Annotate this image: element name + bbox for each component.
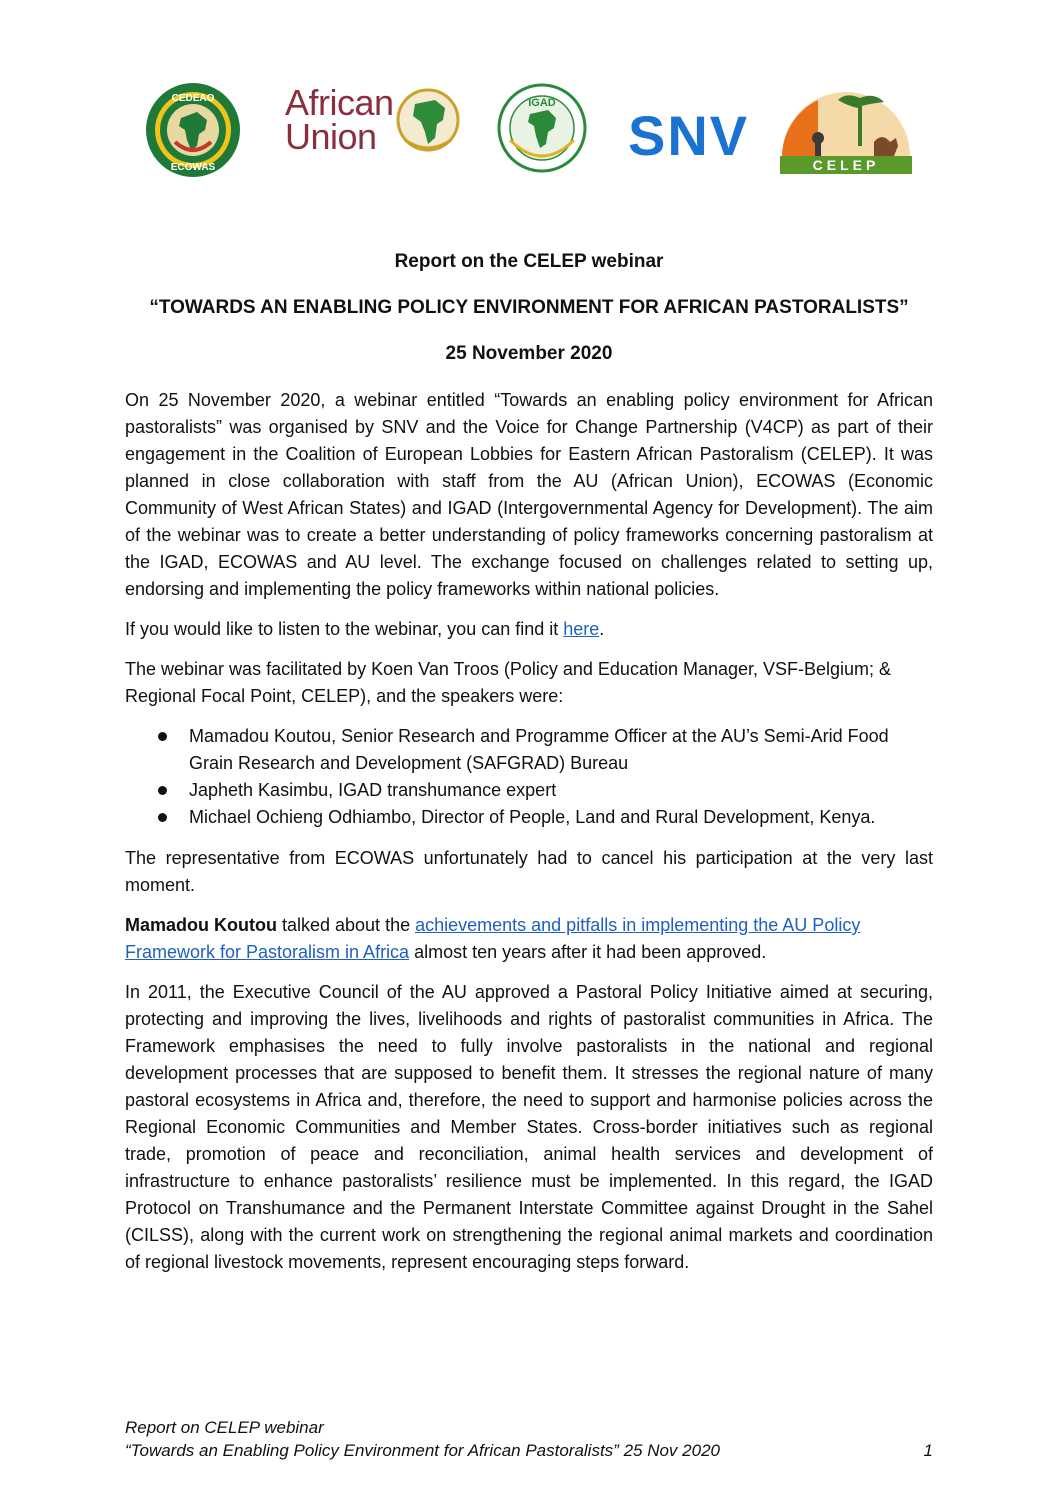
intro-paragraph: On 25 November 2020, a webinar entitled “Towards an enabling policy environment for African pastoralists” was organised by SNV and the Voice for Change Partnership (V4CP) as part of their engagement in the Coalition of European Lobbies for Eastern African Pastoralism (CELEP). It was planned in close collaboration with staff from the AU (African Union), ECOWAS (Economic Community of West African States) and IGAD (Intergovernmental Agency for Development). The aim of the webinar was to create a better understanding of policy frameworks concerning pastoralism at the IGAD, ECOWAS and AU level. The exchange focused on challenges related to setting up, endorsing and implementing the policy frameworks within national policies. <box>125 390 933 599</box>
list-item: Japheth Kasimbu, IGAD transhumance expert <box>125 777 933 804</box>
webinar-recording-link[interactable]: here <box>563 619 600 639</box>
footer-line-2: “Towards an Enabling Policy Environment for African Pastoralists” 25 Nov 2020 <box>125 1441 720 1460</box>
svg-text:CELEP: CELEP <box>812 157 880 173</box>
facilitator-paragraph: The webinar was facilitated by Koen Van Troos (Policy and Education Manager, VSF-Belgium; & Regional Focal Point, CELEP), and the speakers were: <box>125 659 892 706</box>
bullet-icon <box>158 813 167 822</box>
igad-logo <box>496 80 588 181</box>
ecowas-logo <box>145 82 241 183</box>
report-body <box>125 248 933 1289</box>
african-union-logo <box>285 82 465 166</box>
partner-logos <box>0 80 1058 190</box>
report-subtitle: “TOWARDS AN ENABLING POLICY ENVIRONMENT FOR AFRICAN PASTORALISTS” <box>149 297 909 318</box>
list-item: Michael Ochieng Odhiambo, Director of People, Land and Rural Development, Kenya. <box>125 804 933 831</box>
listen-paragraph: If you would like to listen to the webinar, you can find it here. <box>125 619 605 639</box>
footer-line-1: Report on CELEP webinar <box>125 1418 324 1437</box>
svg-text:CEDEAO: CEDEAO <box>171 93 215 104</box>
au-policy-framework-link[interactable]: achievements and pitfalls in implementing the AU Policy Framework for Pastoralism in Africa <box>125 915 861 962</box>
svg-text:ECOWAS: ECOWAS <box>170 162 216 173</box>
speaker-name: Mamadou Koutou <box>125 915 277 935</box>
page-footer <box>125 1416 933 1462</box>
ecowas-note-paragraph: The representative from ECOWAS unfortunately had to cancel his participation at the very last moment. <box>125 848 933 895</box>
snv-logo: SNV <box>628 104 750 167</box>
svg-text:IGAD: IGAD <box>528 97 556 109</box>
au-logo-text: African Union <box>285 82 394 157</box>
list-item: Mamadou Koutou, Senior Research and Programme Officer at the AU’s Semi-Arid Food Grain Research and Development (SAFGRAD) Bureau <box>125 723 933 777</box>
speaker-list <box>125 723 933 831</box>
celep-logo <box>778 86 914 187</box>
report-title: Report on the CELEP webinar <box>394 251 664 272</box>
report-date: 25 November 2020 <box>445 343 613 364</box>
page-number: 1 <box>923 1441 933 1460</box>
au-emblem-icon <box>395 86 461 156</box>
koutou-paragraph: Mamadou Koutou talked about the achievements and pitfalls in implementing the AU Policy Framework for Pastoralism in Africa almost ten years after it had been approved. <box>125 915 861 962</box>
framework-paragraph: In 2011, the Executive Council of the AU approved a Pastoral Policy Initiative aimed at securing, protecting and improving the lives, livelihoods and rights of pastoralist communities in Africa. The Framework emphasises the need to fully involve pastoralists in the national and regional development processes that are supposed to benefit them. It stresses the regional nature of many pastoral ecosystems in Africa and, therefore, the need to support and harmonise policies across the Regional Economic Communities and Member States. Cross-border initiatives such as regional trade, promotion of peace and reconciliation, animal health services and development of infrastructure to enhance pastoralists’ resilience must be implemented. In this regard, the IGAD Protocol on Transhumance and the Permanent Interstate Committee against Drought in the Sahel (CILSS), along with the current work on strengthening the regional animal markets and coordination of regional livestock movements, represent encouraging steps forward. <box>125 982 933 1272</box>
bullet-icon <box>158 732 167 741</box>
bullet-icon <box>158 786 167 795</box>
